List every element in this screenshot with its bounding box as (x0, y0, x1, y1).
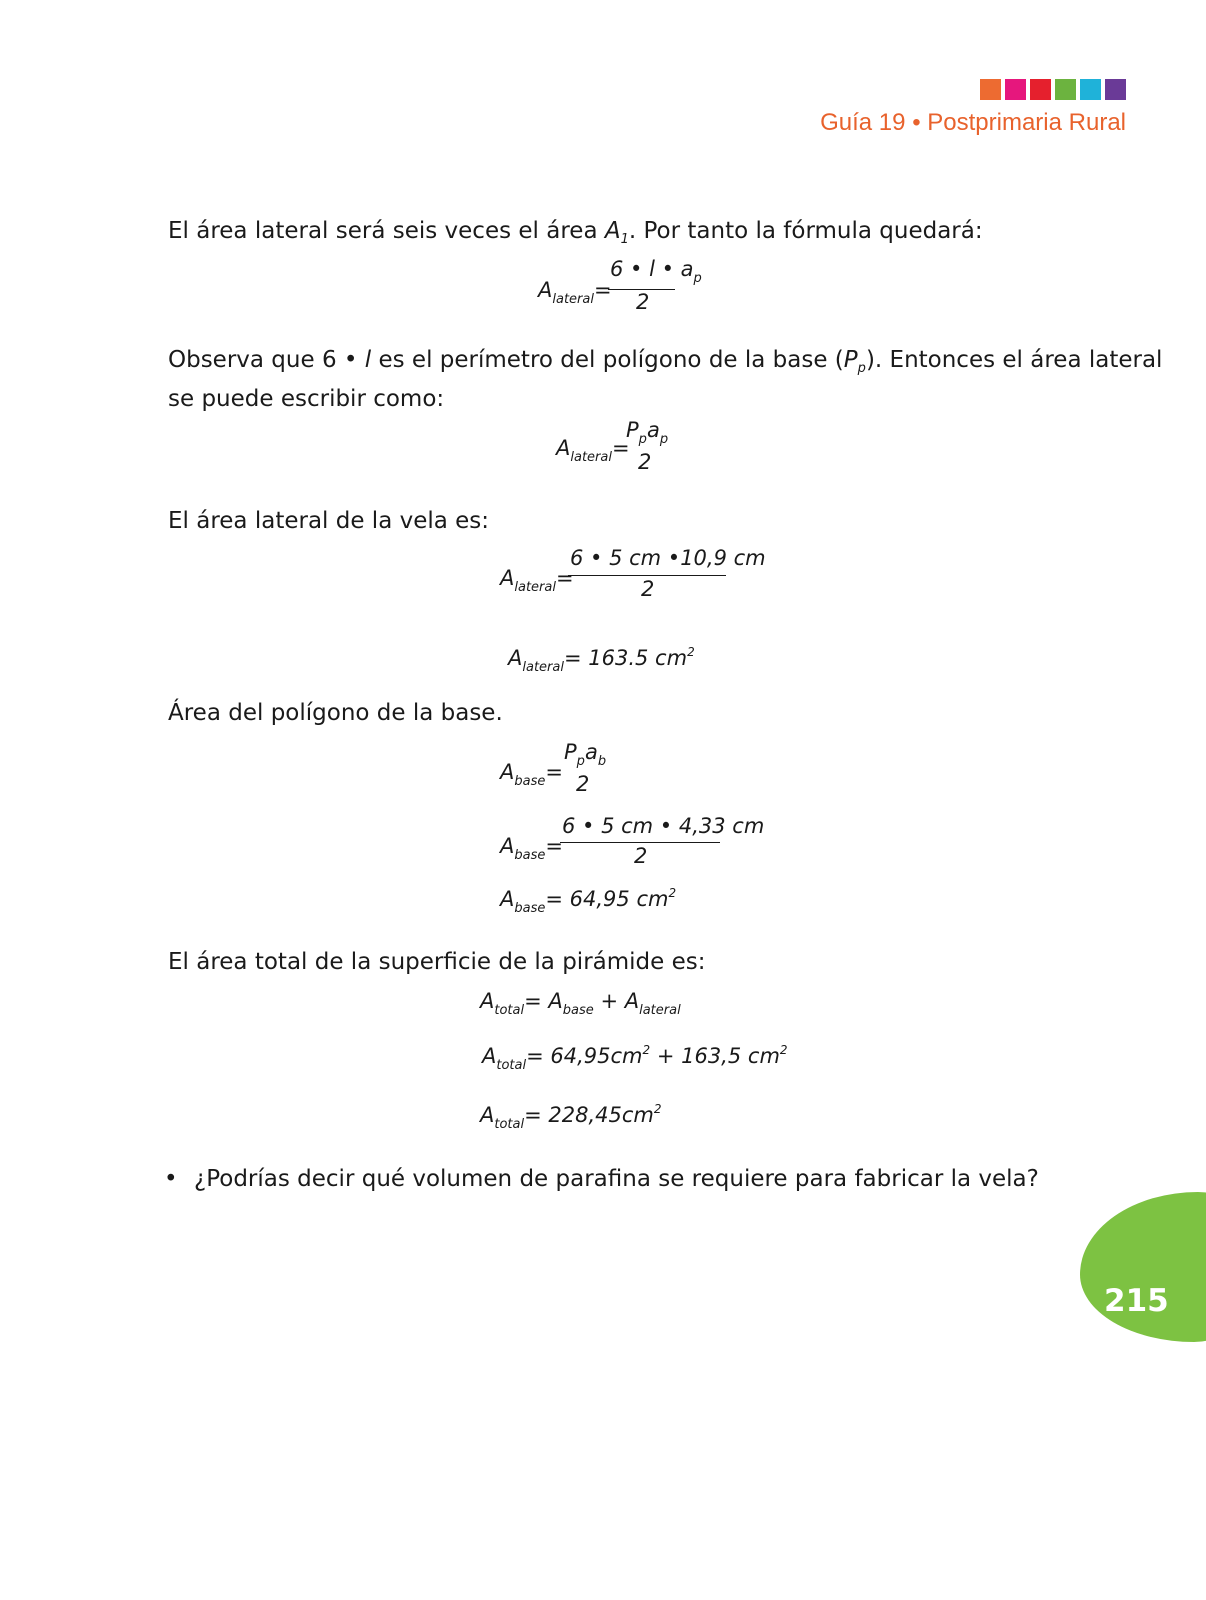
f5-numerator: $P_pa_b$ (564, 740, 607, 769)
f5-lhs: $A_{base}=$ (500, 760, 563, 789)
color-squares (980, 79, 1126, 100)
paragraph-3: El área lateral de la vela es: (168, 508, 490, 534)
color-square-red (1030, 79, 1051, 100)
page-number: 215 (1104, 1283, 1169, 1319)
p2-line2: se puede escribir como: (168, 386, 445, 412)
p1-text-a: El área lateral será seis veces el área (168, 218, 605, 244)
paragraph-5: El área total de la superficie de la pirámide es: (168, 949, 706, 975)
f6-denominator: 2 (634, 844, 648, 868)
f2-numerator: $P_pa_p$ (626, 418, 669, 447)
f1-lhs: $A_{lateral}=$ (538, 278, 612, 307)
color-square-cyan (1080, 79, 1101, 100)
p2-text-c: ). Entonces el área lateral (865, 347, 1163, 373)
formula-7: $A_{base}= 64,95$ $cm^2$ (500, 886, 677, 916)
question-bullet: • (164, 1166, 178, 1192)
color-square-green (1055, 79, 1076, 100)
f6-lhs: $A_{base}=$ (500, 834, 563, 863)
guide-title (820, 109, 1126, 137)
formula-4: $A_{lateral}= 163.5$ $cm^2$ (508, 645, 695, 675)
paragraph-2 (168, 345, 1162, 415)
paragraph-1 (168, 216, 983, 255)
p2-var: l (364, 347, 372, 373)
formula-8: $A_{total}= A_{base} + A_{lateral}$ (480, 989, 681, 1018)
section-label: Postprimaria Rural (927, 109, 1126, 136)
f1-numerator: 6 • l • $a_p$ (610, 257, 702, 286)
f5-denominator: 2 (576, 772, 590, 796)
f6-numerator: 6 • 5 cm • 4,33 cm (562, 814, 765, 838)
guide-label: Guía 19 (820, 109, 906, 136)
p1-text-b: . Por tanto la fórmula quedará: (628, 218, 983, 244)
f2-denominator: 2 (638, 450, 652, 474)
color-square-magenta (1005, 79, 1026, 100)
p2-sub: p (857, 361, 866, 376)
guide-bullet: • (912, 109, 921, 136)
color-square-purple (1105, 79, 1126, 100)
color-square-orange (980, 79, 1001, 100)
formula-9: $A_{total}= 64,95cm^2 + 163,5$ $cm^2$ (482, 1043, 788, 1073)
f3-lhs: $A_{lateral}=$ (500, 566, 574, 595)
f3-fraction-line (568, 575, 726, 576)
f2-lhs: $A_{lateral}=$ (556, 436, 630, 465)
question-item (164, 1164, 1039, 1195)
paragraph-4: Área del polígono de la base. (168, 700, 503, 726)
p2-text-a: Observa que 6 • (168, 347, 365, 373)
p1-sub: 1 (620, 232, 629, 247)
p2-text-b: es el perímetro del polígono de la base ( (371, 347, 844, 373)
p2-var2: P (843, 347, 858, 373)
p1-var: A (604, 218, 621, 244)
f3-numerator: 6 • 5 cm •10,9 cm (570, 546, 766, 570)
page-number-blob (1080, 1192, 1206, 1342)
formula-10: $A_{total}= 228,45cm^2$ (480, 1102, 662, 1132)
f1-denominator: 2 (636, 290, 650, 314)
f6-fraction-line (560, 842, 720, 843)
question-text: ¿Podrías decir qué volumen de parafina se requiere para fabricar la vela? (194, 1166, 1039, 1192)
f3-denominator: 2 (641, 577, 655, 601)
